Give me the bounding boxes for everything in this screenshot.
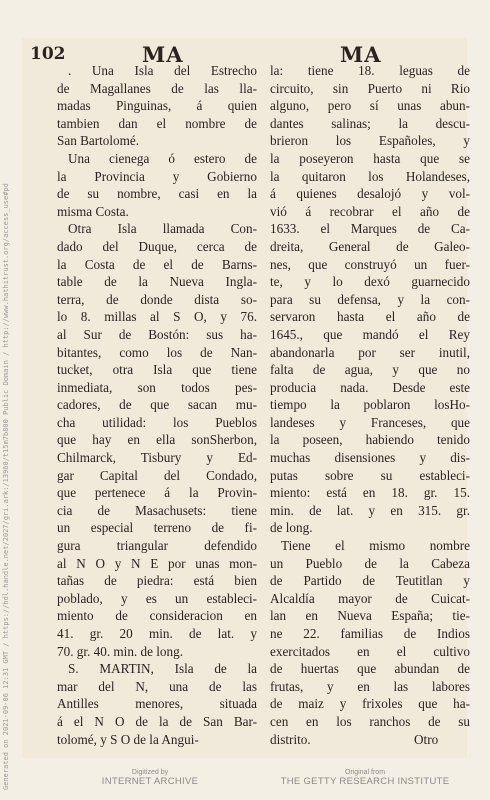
footer-left-small: Digitized by [131, 769, 169, 776]
text-line: frutas, y en las labores [270, 678, 470, 694]
text-line: vió á recobrar el año de [270, 203, 470, 219]
text-line: S. MARTIN, Isla de la [68, 661, 257, 677]
text-line: dantes salinas; la descu- [270, 115, 470, 131]
text-line: te, y lo dexó guarnecido [270, 274, 470, 290]
text-line: miento: está en 18. gr. 15. [270, 485, 470, 501]
text-line: cen en los ranchos de su [270, 713, 470, 729]
text-line: de Partido de Teutitlan y [270, 573, 470, 589]
text-line: gura triangular defendido [57, 538, 257, 554]
footer-right-small: Original from [344, 769, 386, 776]
footer-right-big: THE GETTY RESEARCH INSTITUTE [280, 776, 450, 787]
text-line: circuito, sin Puerto ni Rio [270, 80, 470, 96]
text-line: de huertas que abundan de [270, 661, 470, 677]
text-line: landeses y Franceses, que [270, 414, 470, 430]
text-line: la poseen, habiendo tenido [270, 432, 470, 448]
text-line: 70. gr. 40. min. de long. [57, 643, 184, 659]
running-head-left: MA [142, 42, 184, 67]
text-line: Alcaldía mayor de Cuicat- [270, 590, 470, 606]
text-line: min. de lat. y en 315. gr. [270, 502, 470, 518]
text-line: tiempo la poblaron losHo- [270, 397, 470, 413]
text-line: Otra Isla llamada Con- [68, 221, 257, 237]
text-line: la Costa de el de Barns- [57, 256, 257, 272]
page-number: 102 [30, 44, 66, 64]
text-line: de su nombre, casi en la [57, 186, 257, 202]
text-line: nes, que construyó un fuer- [270, 256, 470, 272]
text-line: la Provincia y Gobierno [57, 168, 257, 184]
text-line: dado del Duque, cerca de [57, 238, 257, 254]
text-line: putas sobre su estableci- [270, 467, 470, 483]
text-line: de maiz y frixoles que ha- [270, 696, 470, 712]
text-line: miento de consideracion en [57, 608, 257, 624]
catchword: Otro [414, 732, 439, 747]
text-line: al N O y N E por unas mon- [57, 555, 257, 571]
text-line: Tiene el mismo nombre [281, 538, 470, 554]
footer-right [260, 769, 470, 787]
text-line: tañas de piedra: está bien [57, 573, 257, 589]
text-line: dreita, General de Galeo- [270, 238, 470, 254]
left-text-column [57, 62, 257, 748]
text-line: cia de Masachusets: tiene [57, 502, 257, 518]
text-line: tambien dan el nombre de [57, 115, 257, 131]
text-line: gar Capital del Condado, [57, 467, 257, 483]
text-line: Una cienega ó estero de [68, 150, 257, 166]
text-line: tolomé, y S O de la Angui- [57, 731, 199, 747]
text-line: Antilles menores, situada [57, 696, 257, 712]
right-text-column [270, 62, 470, 748]
text-line: á quienes desalojó y vol- [270, 186, 470, 202]
text-line: poblado, y es un estableci- [57, 590, 257, 606]
text-line: terra, de donde dista so- [57, 291, 257, 307]
text-line: la quitaron los Holandeses, [270, 168, 470, 184]
text-line: . Una Isla del Estrecho [68, 63, 257, 78]
text-line: 1633. el Marques de Ca- [270, 221, 470, 237]
text-line: lan en Nueva España; tie- [270, 608, 470, 624]
text-line: 1645., que mandó el Rey [270, 326, 470, 342]
footer-left [80, 769, 220, 787]
text-line: de Magallanes de las lla- [57, 80, 257, 96]
text-line: que pertenece á la Provin- [57, 485, 257, 501]
text-line: producia nada. Desde este [270, 379, 470, 395]
running-head-right: MA [340, 42, 382, 67]
text-line: distrito. [270, 731, 311, 747]
text-line: muchas disensiones y dis- [270, 450, 470, 466]
text-line: inmediata, son todos pes- [57, 379, 257, 395]
text-line: misma Costa. [57, 203, 129, 219]
text-line: falta de agua, y que no [270, 362, 470, 378]
text-line: servaron hasta el año de [270, 309, 470, 325]
text-line: San Bartolomé. [57, 133, 140, 149]
text-line: que hay en ella sonSherbon, [57, 432, 257, 448]
text-line: abandonarla por ser inutil, [270, 344, 470, 360]
text-line: 41. gr. 20 min. de lat. y [57, 626, 257, 641]
text-line: un Pueblo de la Cabeza [270, 555, 470, 571]
text-line: exercitados en el cultivo [270, 643, 470, 659]
text-line: la: tiene 18. leguas de [270, 63, 470, 78]
text-line: de long. [270, 520, 313, 536]
text-line: un especial terreno de fi- [57, 520, 257, 536]
text-line: mar del N, una de las [57, 678, 257, 694]
text-line: brieron los Españoles, y [270, 133, 470, 149]
text-line: alguno, pero sí unas abun- [270, 98, 470, 114]
book-page [22, 38, 470, 758]
text-line: ne 22. familias de Indios [270, 626, 470, 641]
side-watermark: Generated on 2021-09-06 12:31 GMT / https://hdl.handle.net/2027/gri.ark:/13960/t15m7b800 Public Domain / http://www.hathitrust.org/access_use#pd [2, 183, 10, 790]
text-line: bitantes, como los de Nan- [57, 344, 257, 360]
text-line: table de la Nueva Ingla- [57, 274, 257, 290]
text-line: madas Pinguinas, á quien [57, 98, 257, 114]
text-line: la poseyeron hasta que se [270, 150, 470, 166]
text-line: para su defensa, y la con- [270, 291, 470, 307]
text-line: lo 8. millas al S O, y 76. [57, 309, 257, 325]
text-line: tucket, otra Isla que tiene [57, 362, 257, 378]
footer-left-big: INTERNET ARCHIVE [101, 776, 199, 787]
text-line: al Sur de Bostón: sus ha- [57, 326, 257, 342]
text-line: Chilmarck, Tisbury y Ed- [57, 450, 257, 466]
text-line: cha utilidad: los Pueblos [57, 414, 257, 430]
text-line: cadores, de que sacan mu- [57, 397, 257, 413]
text-line: á el N O de la de San Bar- [57, 713, 257, 729]
